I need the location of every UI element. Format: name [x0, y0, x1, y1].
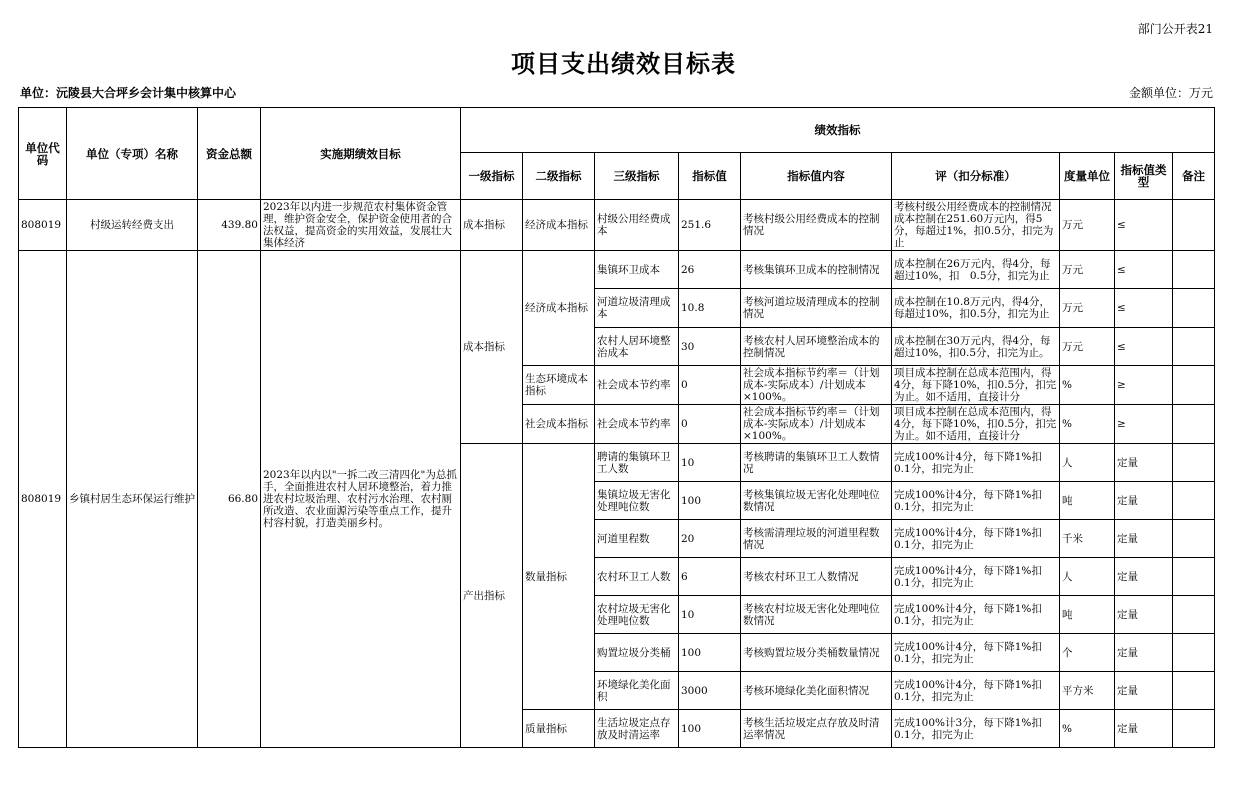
cell-remark	[1173, 328, 1215, 366]
cell-remark	[1173, 200, 1215, 251]
page-title: 项目支出绩效目标表	[511, 50, 736, 78]
cell-l3: 购置垃圾分类桶	[595, 634, 679, 672]
header-remark: 备注	[1173, 153, 1215, 200]
cell-value: 100	[679, 482, 741, 520]
cell-content: 考核集镇垃圾无害化处理吨位数情况	[741, 482, 892, 520]
cell-l3: 聘请的集镇环卫工人数	[595, 444, 679, 482]
cell-unit: 人	[1060, 444, 1115, 482]
cell-criteria: 完成100%计4分，每下降1%扣0.1分，扣完为止	[892, 520, 1060, 558]
cell-l3: 集镇垃圾无害化处理吨位数	[595, 482, 679, 520]
cell-value: 0	[679, 405, 741, 444]
header-measure-unit: 度量单位	[1060, 153, 1115, 200]
cell-unit: 个	[1060, 634, 1115, 672]
header-l3: 三级指标	[595, 153, 679, 200]
header-criteria: 评（扣分标准）	[892, 153, 1060, 200]
cell-l3: 河道垃圾清理成本	[595, 289, 679, 328]
cell-remark	[1173, 596, 1215, 634]
cell-criteria: 完成100%计4分，每下降1%扣0.1分，扣完为止	[892, 444, 1060, 482]
cell-name: 乡镇村居生态环保运行维护	[67, 251, 198, 748]
cell-value: 10.8	[679, 289, 741, 328]
cell-unit: 吨	[1060, 596, 1115, 634]
cell-content	[741, 366, 892, 405]
cell-remark	[1173, 405, 1215, 444]
cell-criteria: 完成100%计4分，每下降1%扣0.1分，扣完为止	[892, 596, 1060, 634]
cell-content: 考核农村人居环境整治成本的控制情况	[741, 328, 892, 366]
cell-value: 0	[679, 366, 741, 405]
cell-l2: 经济成本指标	[523, 200, 595, 251]
cell-type: ≤	[1115, 328, 1173, 366]
header-total: 资金总额	[198, 108, 261, 200]
header-value: 指标值	[679, 153, 741, 200]
cell-type: 定量	[1115, 710, 1173, 748]
cell-l2-econ: 经济成本指标	[523, 251, 595, 366]
cell-type: ≤	[1115, 251, 1173, 289]
cell-total: 439.80	[198, 200, 261, 251]
cell-remark	[1173, 634, 1215, 672]
cell-name: 村级运转经费支出	[67, 200, 198, 251]
header-value-type: 指标值类型	[1115, 153, 1173, 200]
cell-content: 考核农村垃圾无害化处理吨位数情况	[741, 596, 892, 634]
criteria-text: 成本控制在26万元内，得4分，每超过10%，扣 0.5分，扣完为止	[894, 257, 1051, 282]
header-code: 单位代码	[19, 108, 67, 200]
cell-type: 定量	[1115, 482, 1173, 520]
cell-unit: 万元	[1060, 289, 1115, 328]
cell-l3: 农村环卫工人数	[595, 558, 679, 596]
cell-l3: 社会成本节约率	[595, 366, 679, 405]
cell-unit: %	[1060, 710, 1115, 748]
cell-unit: 万元	[1060, 200, 1115, 251]
cell-criteria: 完成100%计4分，每下降1%扣0.1分，扣完为止	[892, 672, 1060, 710]
cell-criteria: 完成100%计4分，每下降1%扣0.1分，扣完为止	[892, 634, 1060, 672]
criteria-text: 成本控制在10.8万元内，得4分，每超过10%，扣0.5分，扣完为止	[894, 296, 1051, 320]
cell-type: ≥	[1115, 366, 1173, 405]
cell-content: 考核购置垃圾分类桶数量情况	[741, 634, 892, 672]
cell-remark	[1173, 710, 1215, 748]
form-number: 部门公开表21	[1137, 22, 1213, 36]
cell-value: 100	[679, 634, 741, 672]
cell-unit: 千米	[1060, 520, 1115, 558]
cell-unit: 万元	[1060, 328, 1115, 366]
cell-type: 定量	[1115, 558, 1173, 596]
criteria-text: 成本控制在30万元内，得4分，每超过10%，扣0.5分，扣完为止。	[894, 334, 1051, 359]
cell-type: 定量	[1115, 520, 1173, 558]
cell-type: ≥	[1115, 405, 1173, 444]
cell-goal	[261, 200, 461, 251]
cell-value: 10	[679, 596, 741, 634]
cell-type: 定量	[1115, 444, 1173, 482]
cell-criteria: 完成100%计3分，每下降1%扣0.1分，扣完为止	[892, 710, 1060, 748]
unit-label: 单位：沅陵县大合坪乡会计集中核算中心	[20, 86, 237, 100]
cell-total: 66.80	[198, 251, 261, 748]
cell-l2-social: 社会成本指标	[523, 405, 595, 444]
cell-unit: %	[1060, 366, 1115, 405]
header-goal: 实施期绩效目标	[261, 108, 461, 200]
cell-content: 考核村级公用经费成本的控制情况	[741, 200, 892, 251]
cell-l2-eco: 生态环境成本指标	[523, 366, 595, 405]
header-perf: 绩效指标	[461, 108, 1215, 153]
cell-content: 考核需清理垃圾的河道里程数情况	[741, 520, 892, 558]
header-content: 指标值内容	[741, 153, 892, 200]
cell-remark	[1173, 251, 1215, 289]
cell-criteria	[892, 405, 1060, 444]
cell-l3: 农村人居环境整治成本	[595, 328, 679, 366]
criteria-text: 考核村级公用经费成本的控制情况成本控制在251.60万元内，得5分，每超过1%，扣0.5分，扣完为止	[894, 201, 1054, 249]
cell-l3: 环境绿化美化面积	[595, 672, 679, 710]
cell-remark	[1173, 482, 1215, 520]
cell-remark	[1173, 289, 1215, 328]
cell-l3: 集镇环卫成本	[595, 251, 679, 289]
content-text: 社会成本指标节约率＝（计划成本-实际成本）/计划成本×100%。	[743, 367, 880, 403]
cell-type: 定量	[1115, 672, 1173, 710]
performance-table	[18, 107, 1215, 748]
cell-remark	[1173, 520, 1215, 558]
cell-l3: 生活垃圾定点存放及时清运率	[595, 710, 679, 748]
criteria-text: 项目成本控制在总成本范围内，得4分，每下降10%，扣0.5分，扣完为止。如不适用，直接计分	[894, 406, 1057, 442]
cell-code: 808019	[19, 200, 67, 251]
cell-code: 808019	[19, 251, 67, 748]
cell-value: 30	[679, 328, 741, 366]
cell-criteria	[892, 200, 1060, 251]
cell-content: 考核农村环卫工人数情况	[741, 558, 892, 596]
cell-unit: 万元	[1060, 251, 1115, 289]
content-text: 社会成本指标节约率＝（计划成本-实际成本）/计划成本×100%。	[743, 406, 880, 442]
cell-value: 3000	[679, 672, 741, 710]
cell-goal: 2023年以内以"一拆二改三清四化"为总抓手，全面推进农村人居环境整治，着力推进农村垃圾治理、农村污水治理、农村厕所改造、农业面源污染等重点工作，提升村容村貌，打造美丽乡村。	[261, 251, 461, 748]
cell-l3: 村级公用经费成本	[595, 200, 679, 251]
cell-type: ≤	[1115, 200, 1173, 251]
table-row	[19, 251, 1215, 289]
cell-content: 考核聘请的集镇环卫工人数情况	[741, 444, 892, 482]
cell-value: 20	[679, 520, 741, 558]
cell-unit: 人	[1060, 558, 1115, 596]
header-l2: 二级指标	[523, 153, 595, 200]
cell-content: 考核河道垃圾清理成本的控制情况	[741, 289, 892, 328]
cell-remark	[1173, 558, 1215, 596]
cell-content: 考核环境绿化美化面积情况	[741, 672, 892, 710]
cell-type: ≤	[1115, 289, 1173, 328]
amount-unit-label: 金额单位：万元	[1128, 86, 1213, 100]
cell-l1-cost: 成本指标	[461, 251, 523, 444]
cell-l2-qty: 数量指标	[523, 444, 595, 710]
cell-content: 考核集镇环卫成本的控制情况	[741, 251, 892, 289]
header-l1: 一级指标	[461, 153, 523, 200]
cell-l1-output: 产出指标	[461, 444, 523, 748]
cell-criteria	[892, 251, 1060, 289]
cell-content	[741, 405, 892, 444]
cell-value: 26	[679, 251, 741, 289]
cell-l3: 社会成本节约率	[595, 405, 679, 444]
cell-value: 10	[679, 444, 741, 482]
cell-l1: 成本指标	[461, 200, 523, 251]
cell-criteria: 完成100%计4分，每下降1%扣0.1分，扣完为止	[892, 558, 1060, 596]
cell-criteria: 完成100%计4分，每下降1%扣0.1分，扣完为止	[892, 482, 1060, 520]
table-row	[19, 200, 1215, 251]
cell-value: 100	[679, 710, 741, 748]
cell-remark	[1173, 444, 1215, 482]
cell-remark	[1173, 672, 1215, 710]
cell-type: 定量	[1115, 596, 1173, 634]
cell-criteria	[892, 328, 1060, 366]
cell-content: 考核生活垃圾定点存放及时清运率情况	[741, 710, 892, 748]
cell-remark	[1173, 366, 1215, 405]
cell-criteria	[892, 289, 1060, 328]
cell-l3: 河道里程数	[595, 520, 679, 558]
cell-l3: 农村垃圾无害化处理吨位数	[595, 596, 679, 634]
cell-type: 定量	[1115, 634, 1173, 672]
header-name: 单位（专项）名称	[67, 108, 198, 200]
goal-text: 2023年以内进一步规范农村集体资金管理，维护资金安全，保护资金使用者的合法权益，提高资金的实用效益，发展壮大集体经济	[263, 201, 452, 249]
cell-unit: %	[1060, 405, 1115, 444]
cell-value: 251.6	[679, 200, 741, 251]
cell-unit: 平方米	[1060, 672, 1115, 710]
cell-unit: 吨	[1060, 482, 1115, 520]
cell-l2-quality: 质量指标	[523, 710, 595, 748]
criteria-text: 项目成本控制在总成本范围内，得4分，每下降10%，扣0.5分，扣完为止。如不适用，直接计分	[894, 367, 1057, 403]
cell-value: 6	[679, 558, 741, 596]
cell-criteria	[892, 366, 1060, 405]
